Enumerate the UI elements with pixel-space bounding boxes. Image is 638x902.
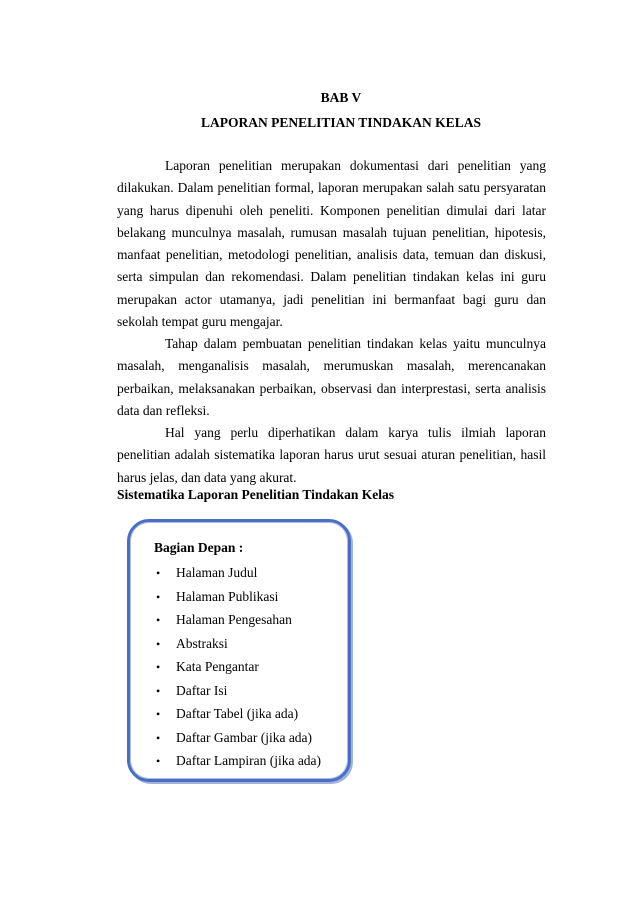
list-item-label: Halaman Pengesahan bbox=[176, 612, 292, 627]
front-matter-list bbox=[130, 564, 321, 776]
list-item-label: Daftar Gambar (jika ada) bbox=[176, 729, 313, 745]
bullet-icon: • bbox=[156, 683, 161, 698]
paragraph-2-text: Tahap dalam pembuatan penelitian tindakan kelas yaitu munculnya masalah, menganalisis masalah, merumuskan masalah, merencanakan perbaikan, melaksanakan perbaikan, observasi dan interprestasi, serta analisis data dan refleksi. bbox=[117, 336, 546, 418]
list-item-label: Halaman Judul bbox=[176, 565, 258, 580]
front-matter-box bbox=[127, 519, 351, 782]
list-item bbox=[130, 635, 321, 659]
list-item bbox=[130, 564, 321, 588]
list-item-label: Daftar Tabel (jika ada) bbox=[176, 706, 299, 721]
list-item bbox=[130, 752, 321, 776]
section-title: Sistematika Laporan Penelitian Tindakan Kelas bbox=[117, 487, 395, 502]
list-item-label: Halaman Publikasi bbox=[176, 588, 279, 604]
list-item bbox=[130, 682, 321, 706]
chapter-title: LAPORAN PENELITIAN TINDAKAN KELAS bbox=[201, 115, 481, 130]
list-item bbox=[130, 705, 321, 729]
bullet-icon: • bbox=[156, 707, 161, 721]
bullet-icon: • bbox=[156, 636, 161, 651]
bullet-icon: • bbox=[156, 660, 161, 674]
paragraph-2 bbox=[117, 333, 546, 422]
list-item bbox=[130, 658, 321, 682]
paragraph-1-text: Laporan penelitian merupakan dokumentasi dari penelitian yang dilakukan. Dalam penelitian formal, laporan merupakan salah satu persyaratan yang harus dipenuhi oleh peneliti. Komponen penelitian dimulai dari latar belakang munculnya masalah, rumusan masalah tujuan penelitian, hipotesis, manfaat penelitian, metodologi penelitian, analisis data, temuan dan diskusi, serta simpulan dan rekomendasi. Dalam penelitian tindakan kelas ini guru merupakan actor utamanya, jadi penelitian ini bermanfaat bagi guru dan sekolah tempat guru mengajar. bbox=[117, 158, 546, 330]
bullet-icon: • bbox=[156, 730, 161, 745]
bullet-icon: • bbox=[156, 613, 161, 627]
list-item-label: Kata Pengantar bbox=[176, 659, 259, 674]
bullet-icon: • bbox=[156, 754, 161, 768]
list-item bbox=[130, 611, 321, 635]
list-item bbox=[130, 729, 321, 753]
paragraph-3 bbox=[117, 422, 546, 489]
list-item bbox=[130, 588, 321, 612]
paragraph-3-text: Hal yang perlu diperhatikan dalam karya tulis ilmiah laporan penelitian adalah sistematika laporan harus urut sesuai aturan penelitian, hasil harus jelas, dan data yang akurat. bbox=[117, 425, 546, 485]
bullet-icon: • bbox=[156, 566, 161, 580]
bullet-icon: • bbox=[156, 589, 161, 604]
box-title: Bagian Depan : bbox=[154, 540, 244, 555]
paragraph-1 bbox=[117, 155, 546, 333]
list-item-label: Daftar Isi bbox=[176, 682, 228, 698]
chapter-number: BAB V bbox=[320, 90, 362, 105]
list-item-label: Daftar Lampiran (jika ada) bbox=[176, 753, 322, 768]
list-item-label: Abstraksi bbox=[176, 635, 228, 651]
